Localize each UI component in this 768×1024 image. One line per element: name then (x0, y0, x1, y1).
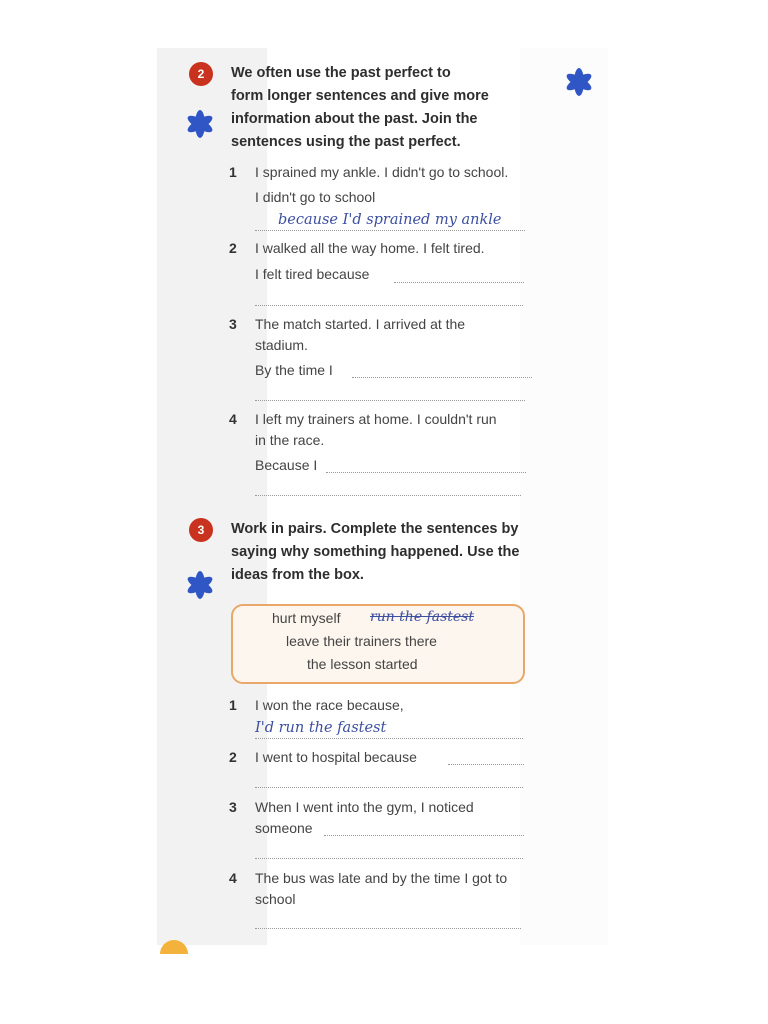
instruction-line: form longer sentences and give more (231, 88, 489, 104)
item-stem: I felt tired because (255, 266, 370, 282)
item-stem: someone (255, 820, 313, 836)
answer-line[interactable] (255, 305, 523, 306)
answer-line[interactable] (394, 282, 524, 283)
item-prompt: The bus was late and by the time I got to (255, 870, 508, 886)
item-number: 3 (229, 316, 237, 332)
answer-line[interactable] (255, 400, 525, 401)
answer-line[interactable] (255, 230, 525, 231)
answer-line[interactable] (255, 928, 521, 929)
box-phrase: hurt myself (272, 610, 341, 626)
instruction-line: ideas from the box. (231, 567, 364, 583)
item-number: 4 (229, 411, 237, 427)
item-prompt: stadium. (255, 337, 308, 353)
answer-line[interactable] (255, 738, 523, 739)
instruction-line: sentences using the past perfect. (231, 134, 461, 150)
box-phrase: leave their trainers there (286, 633, 437, 649)
instruction-line: Work in pairs. Complete the sentences by (231, 521, 519, 537)
item-number: 2 (229, 240, 237, 256)
exercise-3-instructions (231, 518, 561, 587)
star-sticker-icon (557, 60, 601, 104)
item-stem: By the time I (255, 362, 333, 378)
answer-line[interactable] (448, 764, 524, 765)
answer-line[interactable] (326, 472, 526, 473)
exercise-2-instructions (231, 62, 561, 154)
answer-line[interactable] (352, 377, 532, 378)
item-number: 1 (229, 697, 237, 713)
handwritten-answer: because I'd sprained my ankle (278, 212, 502, 228)
star-sticker-icon (178, 563, 222, 607)
answer-line[interactable] (255, 495, 521, 496)
item-stem: school (255, 891, 296, 907)
item-stem: I went to hospital because (255, 749, 417, 765)
instruction-line: information about the past. Join the (231, 111, 478, 127)
page-margin-strip (157, 48, 267, 945)
answer-line[interactable] (255, 787, 523, 788)
item-stem: I didn't go to school (255, 189, 376, 205)
answer-line[interactable] (324, 835, 524, 836)
item-number: 1 (229, 164, 237, 180)
page-right-area (520, 48, 608, 945)
star-sticker-icon (178, 102, 222, 146)
answer-line[interactable] (255, 858, 523, 859)
box-phrase: the lesson started (307, 656, 418, 672)
instruction-line: We often use the past perfect to (231, 65, 451, 81)
exercise-number-badge: 3 (189, 518, 213, 542)
item-number: 4 (229, 870, 237, 886)
instruction-line: saying why something happened. Use the (231, 544, 520, 560)
item-prompt: in the race. (255, 432, 325, 448)
item-prompt: I walked all the way home. I felt tired. (255, 240, 485, 256)
item-prompt: I left my trainers at home. I couldn't run (255, 411, 497, 427)
item-prompt: When I went into the gym, I noticed (255, 799, 474, 815)
box-phrase-crossed-out: run the fastest (370, 609, 474, 625)
item-number: 3 (229, 799, 237, 815)
exercise-number-badge: 2 (189, 62, 213, 86)
item-prompt: I sprained my ankle. I didn't go to school. (255, 164, 509, 180)
handwritten-answer: I'd run the fastest (255, 720, 387, 736)
item-stem: Because I (255, 457, 318, 473)
item-prompt: The match started. I arrived at the (255, 316, 466, 332)
item-number: 2 (229, 749, 237, 765)
item-stem: I won the race because, (255, 697, 404, 713)
